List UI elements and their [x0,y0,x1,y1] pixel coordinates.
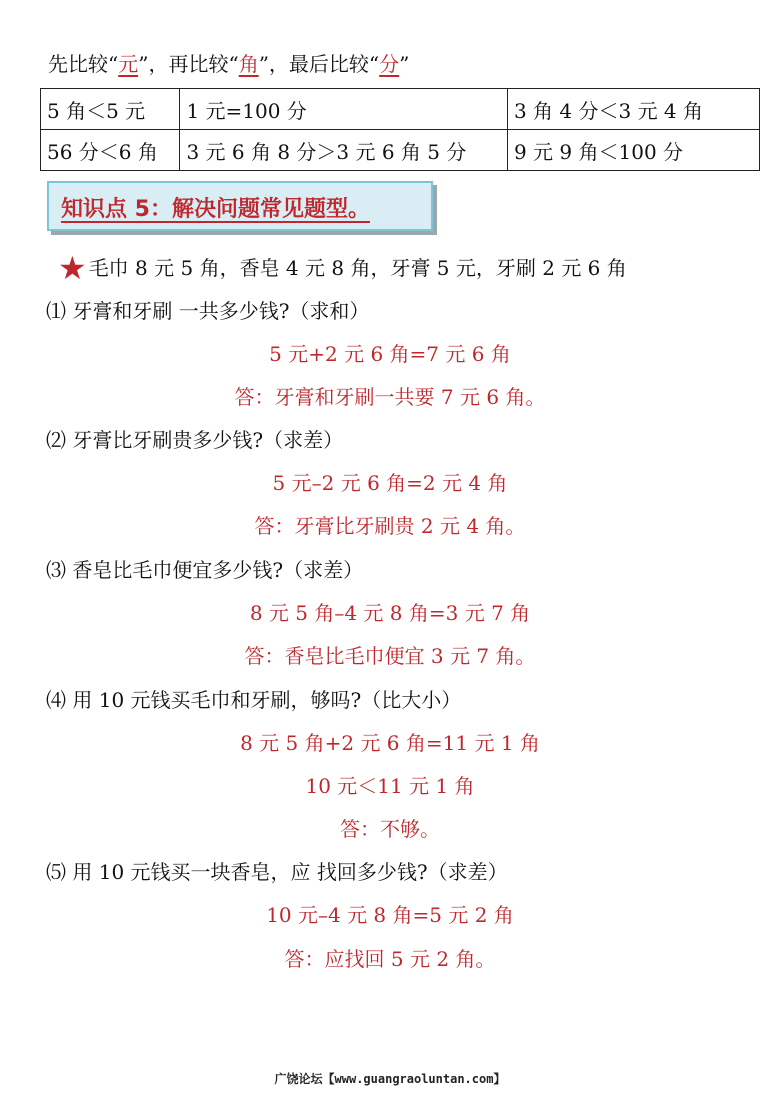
table-cell: 5 角＜5 元 [41,89,180,130]
knowledge-point-title: 知识点 5：解决问题常见题型。 [61,197,370,222]
table-cell: 1 元=100 分 [180,89,508,130]
intro-highlight-fen: 分 [379,52,400,76]
answer-4-equation: 8 元 5 角+2 元 6 角=11 元 1 角 [240,731,540,755]
footer-watermark: 广饶论坛【www.guangraoluntan.com】 [274,1072,506,1086]
answer-5-equation: 10 元–4 元 8 角=5 元 2 角 [266,903,514,927]
answer-1-statement: 答：牙膏和牙刷一共要 7 元 6 角。 [234,385,546,409]
table-cell: 3 角 4 分＜3 元 4 角 [507,89,759,130]
question-1: ⑴ 牙膏和牙刷 一共多少钱?（求和） [46,299,370,323]
prices-text: 毛巾 8 元 5 角，香皂 4 元 8 角，牙膏 5 元，牙刷 2 元 6 角 [88,256,627,280]
intro-comparison-rule [48,48,409,80]
intro-text-3: ”，最后比较“ [258,52,380,76]
comparison-table [40,88,760,171]
table-cell: 56 分＜6 角 [41,130,180,171]
intro-text-1: 先比较“ [48,52,119,76]
intro-highlight-yuan: 元 [118,52,139,76]
intro-text-2: ”，再比较“ [138,52,239,76]
question-2: ⑵ 牙膏比牙刷贵多少钱?（求差） [46,428,344,452]
answer-1-equation: 5 元+2 元 6 角=7 元 6 角 [269,342,511,366]
table-row [41,89,760,130]
answer-3-statement: 答：香皂比毛巾便宜 3 元 7 角。 [244,644,536,668]
answer-4-comparison: 10 元＜11 元 1 角 [305,774,475,798]
table-row [41,130,760,171]
answer-2-equation: 5 元–2 元 6 角=2 元 4 角 [272,471,508,495]
table-cell: 9 元 9 角＜100 分 [507,130,759,171]
question-5: ⑸ 用 10 元钱买一块香皂，应 找回多少钱?（求差） [46,860,508,884]
star-icon: ★ [58,249,87,287]
answer-3-equation: 8 元 5 角–4 元 8 角=3 元 7 角 [249,601,531,625]
intro-text-4: ” [399,52,410,76]
table-cell: 3 元 6 角 8 分＞3 元 6 角 5 分 [180,130,508,171]
question-3: ⑶ 香皂比毛巾便宜多少钱?（求差） [46,558,364,582]
answer-4-statement: 答：不够。 [340,817,440,841]
knowledge-point-box [47,181,433,231]
prices-line [58,249,627,287]
intro-highlight-jiao: 角 [238,52,259,76]
answer-2-statement: 答：牙膏比牙刷贵 2 元 4 角。 [254,514,526,538]
answer-5-statement: 答：应找回 5 元 2 角。 [284,947,496,971]
question-4: ⑷ 用 10 元钱买毛巾和牙刷，够吗?（比大小） [46,688,462,712]
